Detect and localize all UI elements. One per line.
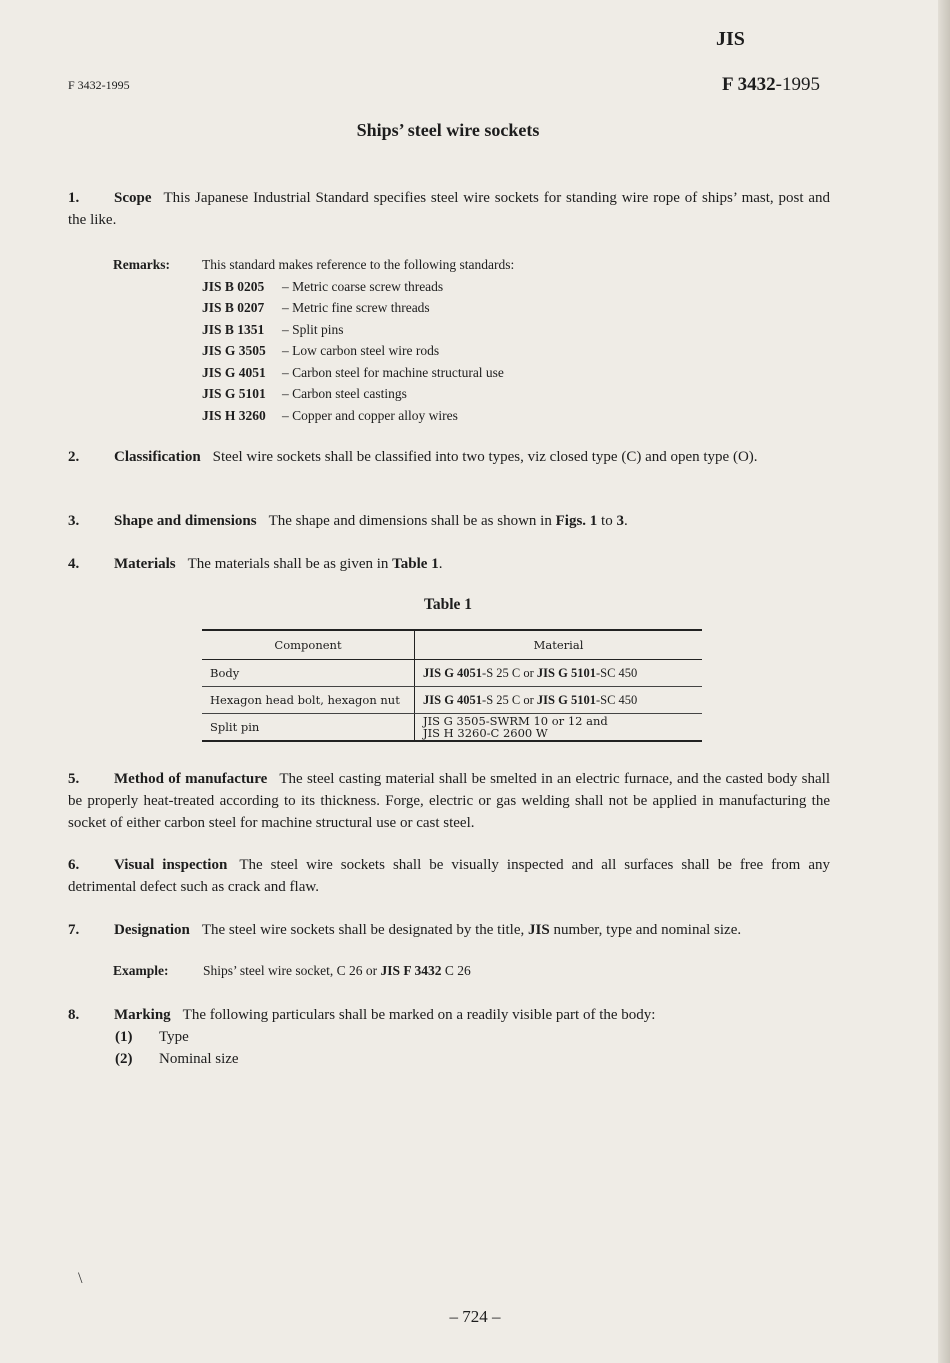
remarks-intro: This standard makes reference to the following standards: [202,257,515,272]
list-index: (2) [115,1051,133,1067]
list-text: Nominal size [159,1051,239,1067]
table-row [202,714,702,742]
example-label: Example: [113,963,169,978]
material-grade: -S 25 C or [482,665,537,680]
standard-code: JIS G 3505 [202,343,266,358]
figure-reference: Figs. 1 [555,513,598,529]
list-index: (1) [115,1029,133,1045]
section-heading: Materials [114,556,176,572]
section-text: . [623,513,628,529]
material-grade: -S 25 C or [482,692,537,707]
section-heading: Shape and dimensions [114,513,257,529]
remarks-label: Remarks: [113,257,170,272]
material-code: JIS G 4051 [423,692,483,707]
section-text: The steel wire sockets shall be visually inspected and all surfaces shall be free from any detrimental defect such as crack and flaw. [68,857,830,895]
section-number: 7. [68,922,80,938]
standard-desc: – Metric fine screw threads [282,300,430,315]
section-text: This Japanese Industrial Standard specifies steel wire sockets for standing wire rope of ships’ mast, post and the like. [68,190,830,228]
section-text: to [597,513,617,529]
section-classification [68,446,830,468]
page-edge-shadow [938,0,950,1363]
standard-item [202,383,622,405]
table-cell [415,714,703,742]
section-text: The steel casting material shall be smelted in an electric furnace, and the casted body shall be properly heat-treated according to its thickness. Forge, electric or gas welding shall not be applied in manufacturing the socket of either carbon steel for machine structural use or cast steel. [68,771,830,831]
header-left-code: F 3432-1995 [68,78,130,92]
standard-item [202,405,622,427]
header-right-main: F 3432 [722,74,776,95]
standard-code: JIS B 0205 [202,278,265,294]
section-number: 4. [68,556,80,572]
section-text: . [438,556,443,572]
table-header: Component [202,630,415,660]
standard-desc: – Carbon steel castings [282,386,407,401]
table-caption: Table 1 [423,596,473,613]
material-grade: -SC 450 [595,665,638,680]
section-heading: Visual inspection [114,857,228,873]
table-row [202,660,702,687]
section-marking [68,1004,830,1026]
table-cell: Body [202,660,415,687]
example-text: Ships’ steel wire socket, C 26 or [203,963,381,978]
standard-code: JIS B 0207 [202,300,265,315]
section-materials [68,553,830,575]
section-heading: Method of manufacture [114,771,268,787]
standard-item [202,276,622,298]
header-right-year: -1995 [775,74,820,95]
section-heading: Marking [114,1007,171,1023]
section-number: 6. [68,857,80,873]
section-number: 5. [68,771,80,787]
header-right-code [722,74,820,96]
jis-reference: JIS [528,922,550,938]
figure-reference: 3 [616,513,624,529]
standard-code: JIS G 4051 [202,364,266,380]
standard-item [202,362,622,384]
section-heading: Designation [114,922,190,938]
standard-code: JIS B 1351 [202,321,265,337]
section-number: 8. [68,1007,80,1023]
table-row [202,687,702,714]
table-cell: Hexagon head bolt, hexagon nut [202,687,415,714]
materials-table [202,629,702,742]
list-text: Type [159,1029,189,1045]
designation-example [113,963,471,979]
standard-item [202,297,622,319]
section-text: The steel wire sockets shall be designated by the title, [201,922,528,938]
example-text: C 26 [441,963,471,978]
list-item [115,1026,239,1048]
material-code: JIS G 4051 [423,665,483,680]
table-reference: Table 1 [392,556,439,572]
section-heading: Scope [114,190,152,206]
section-visual-inspection [68,854,830,898]
section-heading: Classification [114,449,201,465]
table-header-row [202,630,702,660]
standard-desc: – Copper and copper alloy wires [282,407,458,423]
page-title: Ships’ steel wire sockets [356,120,540,140]
standard-code: JIS H 3260 [202,407,266,423]
material-code: JIS G 5101 [536,665,596,680]
section-text: Steel wire sockets shall be classified into two types, viz closed type (C) and open type (O). [212,449,758,465]
material-code: JIS G 5101 [536,692,596,707]
jis-label: JIS [716,28,745,50]
table-cell [415,660,703,687]
section-number: 3. [68,513,80,529]
remarks-body [202,254,622,426]
pen-mark: \ [78,1270,83,1287]
section-manufacture [68,768,830,834]
section-shape [68,510,830,532]
material-line: JIS G 3505-SWRM 10 or 12 and [423,714,608,728]
example-code: JIS F 3432 [380,963,442,978]
table-header: Material [415,630,703,660]
standard-desc: – Metric coarse screw threads [282,278,444,294]
standard-desc: – Low carbon steel wire rods [282,343,440,358]
list-item [115,1048,239,1070]
section-text: number, type and nominal size. [549,922,742,938]
standard-desc: – Split pins [282,321,344,337]
section-text: The materials shall be as given in [187,556,393,572]
standard-code: JIS G 5101 [202,386,266,401]
section-number: 2. [68,449,80,465]
section-text: The shape and dimensions shall be as shown in [268,513,556,529]
standard-desc: – Carbon steel for machine structural use [282,364,504,380]
standard-item [202,319,622,341]
section-scope [68,187,830,231]
material-line: JIS H 3260-C 2600 W [423,726,548,740]
section-text: The following particulars shall be marked on a readily visible part of the body: [182,1007,656,1023]
standard-item [202,340,622,362]
marking-list [115,1026,239,1070]
page-number: – 724 – [449,1307,501,1326]
table-cell: Split pin [202,714,415,742]
section-designation [68,919,830,941]
section-number: 1. [68,190,80,206]
table-cell [415,687,703,714]
material-grade: -SC 450 [595,692,638,707]
